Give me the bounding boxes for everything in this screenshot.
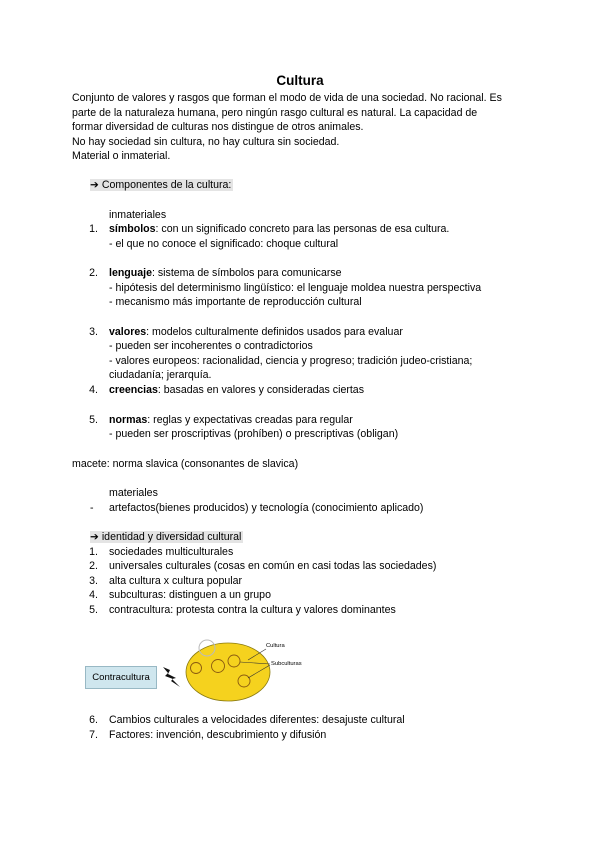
list-item: Factores: invención, descubrimiento y difusión [109,729,327,741]
list-item: contracultura: protesta contra la cultura y valores dominantes [109,604,396,616]
cultura-label: Cultura [266,643,285,649]
list-item: Cambios culturales a velocidades diferentes: desajuste cultural [109,714,405,726]
culture-ellipse [186,643,270,701]
contracultura-box: Contracultura [85,666,157,689]
sub-line: - valores europeos: racionalidad, ciencia y progreso; tradición judeo-cristiana; [109,355,473,367]
intro-line: Conjunto de valores y rasgos que forman el modo de vida de una sociedad. No racional. Es [72,92,502,104]
sub-line: - pueden ser proscriptivas (prohíben) o prescriptivas (obligan) [109,428,399,440]
definition: : sistema de símbolos para comunicarse [151,267,342,279]
definition: : modelos culturalmente definidos usados para evaluar [146,326,403,338]
sub-line: ciudadanía; jerarquía. [109,369,212,381]
definition: : basadas en valores y consideradas ciertas [157,384,364,396]
list-number: 4. [89,384,98,396]
list-item: universales culturales (cosas en común en casi todas las sociedades) [109,560,437,572]
list-number: 2. [89,267,98,279]
sub-line: - pueden ser incoherentes o contradictorios [109,340,313,352]
term: valores [109,326,147,338]
intro-line: Material o inmaterial. [72,150,171,162]
materiales-label: materiales [109,487,158,499]
term: normas [109,414,148,426]
list-dash: - [90,502,94,514]
list-item: sociedades multiculturales [109,546,234,558]
list-number: 1. [89,546,98,558]
list-number: 6. [89,714,98,726]
list-number: 5. [89,414,98,426]
list-item: subculturas: distinguen a un grupo [109,589,271,601]
components-heading-text: ➔ Componentes de la cultura: [90,179,232,191]
identidad-heading-text: ➔ identidad y diversidad cultural [90,531,242,543]
term: creencias [109,384,158,396]
intro-line: No hay sociedad sin cultura, no hay cultura sin sociedad. [72,136,340,148]
list-number: 7. [89,729,98,741]
definition: : reglas y expectativas creadas para regular [147,414,353,426]
intro-line: parte de la naturaleza humana, pero ningún rasgo cultural es natural. La capacidad de [72,107,478,119]
intro-line: formar diversidad de culturas nos distingue de otros animales. [72,121,364,133]
list-number: 4. [89,589,98,601]
sub-line: - mecanismo más importante de reproducción cultural [109,296,362,308]
materiales-text: artefactos(bienes producidos) y tecnología (conocimiento aplicado) [109,502,424,514]
macete-note: macete: norma slavica (consonantes de slavica) [72,458,299,470]
sub-line: - el que no conoce el significado: choque cultural [109,238,339,250]
subculturas-label: Subculturas [271,661,302,667]
list-number: 1. [89,223,98,235]
sub-line: - hipótesis del determinismo lingüístico: el lenguaje moldea nuestra perspectiva [109,282,482,294]
list-item: alta cultura x cultura popular [109,575,243,587]
page-title: Cultura [276,73,324,88]
inmateriales-label: inmateriales [109,209,167,221]
list-number: 3. [89,575,98,587]
term: símbolos [109,223,156,235]
list-number: 5. [89,604,98,616]
list-number: 2. [89,560,98,572]
lightning-bolt-icon [163,667,180,687]
list-number: 3. [89,326,98,338]
term: lenguaje [109,267,152,279]
definition: : con un significado concreto para las personas de esa cultura. [155,223,450,235]
